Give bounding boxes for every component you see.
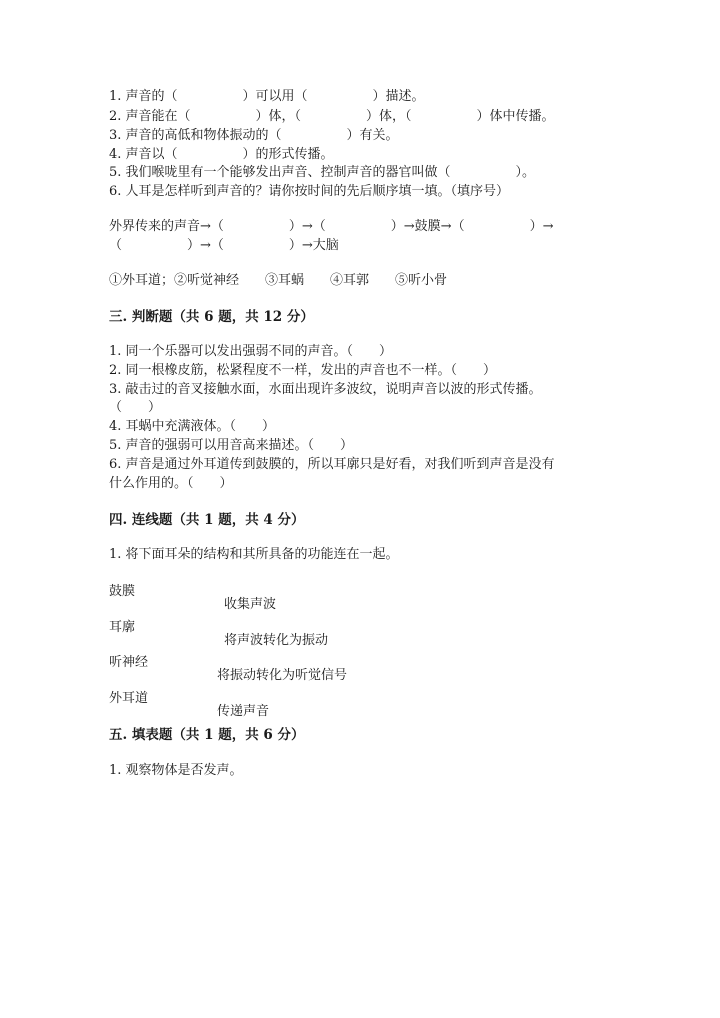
matching-left-1: 鼓膜 [109, 584, 136, 599]
judge-item-4: 4. 耳蜗中充满液体。（ ） [109, 419, 276, 434]
matching-right-1: 收集声波 [224, 597, 277, 612]
fill-question-6: 6. 人耳是怎样听到声音的？请你按时间的先后顺序填一填。（填序号） [109, 184, 510, 199]
fill-question-2: 2. 声音能在（ ）体，（ ）体，（ ）体中传播。 [109, 109, 555, 124]
hearing-sequence-line-1: 外界传来的声音→（ ）→（ ）→鼓膜→（ ）→ [109, 219, 554, 234]
fill-question-3: 3. 声音的高低和物体振动的（ ）有关。 [109, 128, 399, 143]
matching-left-3: 听神经 [109, 655, 149, 670]
fill-question-4: 4. 声音以（ ）的形式传播。 [109, 147, 334, 162]
table-question: 1. 观察物体是否发声。 [109, 763, 243, 778]
fill-question-1: 1. 声音的（ ）可以用（ ）描述。 [109, 89, 425, 104]
matching-right-2: 将声波转化为振动 [224, 633, 329, 648]
judge-item-5: 5. 声音的强弱可以用音高来描述。（ ） [109, 438, 354, 453]
judge-item-6: 6. 声音是通过外耳道传到鼓膜的，所以耳廓只是好看，对我们听到声音是没有 [109, 457, 555, 472]
matching-left-4: 外耳道 [109, 691, 149, 706]
hearing-sequence-line-2: （ ）→（ ）→大脑 [109, 238, 339, 253]
judge-item-3-blank: （ ） [109, 400, 162, 415]
matching-right-4: 传递声音 [217, 704, 270, 719]
fill-question-5: 5. 我们喉咙里有一个能够发出声音、控制声音的器官叫做（ ）。 [109, 165, 536, 180]
matching-right-3: 将振动转化为听觉信号 [217, 668, 348, 683]
judge-item-2: 2. 同一根橡皮筋，松紧程度不一样，发出的声音也不一样。（ ） [109, 363, 497, 378]
matching-section-heading: 四. 连线题（共 1 题，共 4 分） [109, 512, 305, 528]
matching-question: 1. 将下面耳朵的结构和其所具备的功能连在一起。 [109, 547, 399, 562]
judge-item-1: 1. 同一个乐器可以发出强弱不同的声音。（ ） [109, 344, 393, 359]
judge-item-3: 3. 敲击过的音叉接触水面，水面出现许多波纹，说明声音以波的形式传播。 [109, 382, 542, 397]
judge-section-heading: 三. 判断题（共 6 题，共 12 分） [109, 309, 314, 325]
table-section-heading: 五. 填表题（共 1 题，共 6 分） [109, 727, 305, 743]
judge-item-6-cont: 什么作用的。（ ） [109, 476, 233, 491]
matching-left-2: 耳廓 [109, 620, 136, 635]
hearing-options: ①外耳道；②听觉神经 ③耳蜗 ④耳郭 ⑤听小骨 [109, 273, 448, 288]
